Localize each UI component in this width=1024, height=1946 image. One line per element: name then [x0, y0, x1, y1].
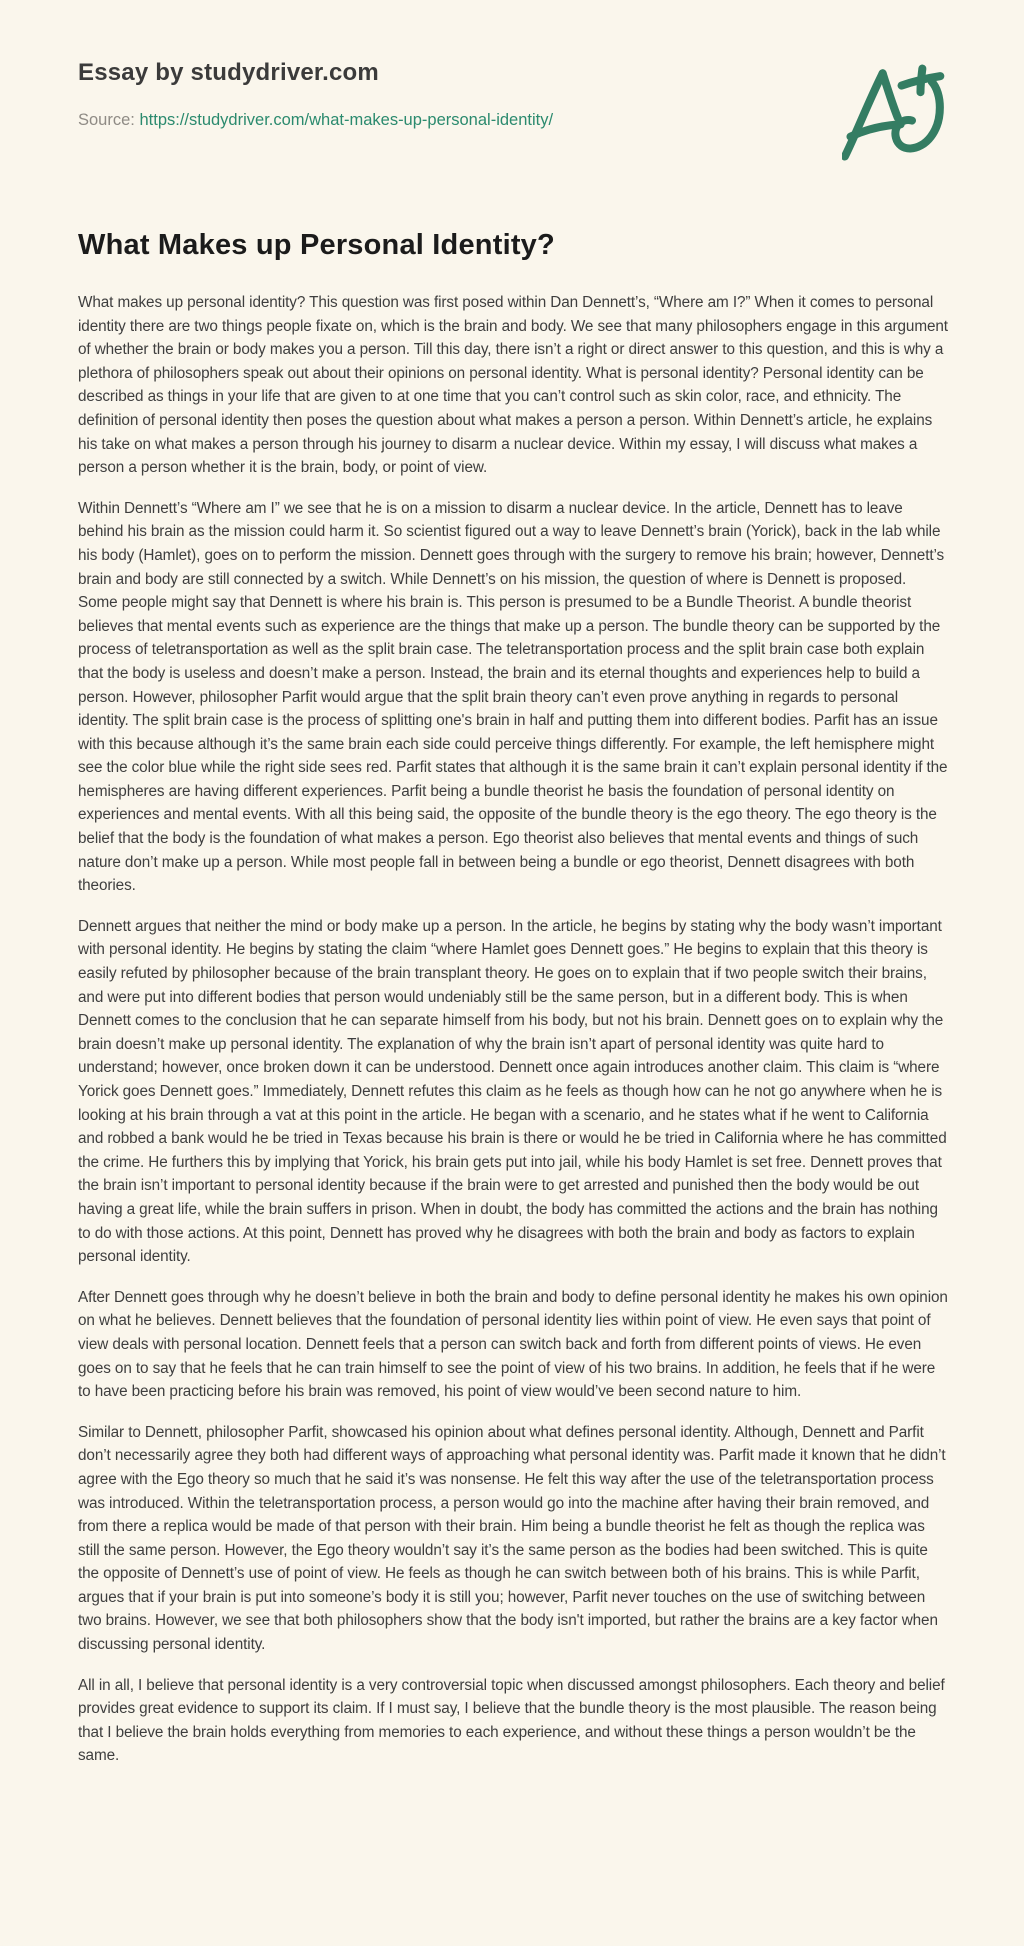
essay-paragraph-6: All in all, I believe that personal identity is a very controversial topic when discussed amongst philosophers. Each theory and belief provides great evidence to support its claim. If I must say, I believe that the bundle theory is the most plausible. The reason being that I believe the brain holds everything from memories to each experience, and without these things a person wouldn’t be the same.: [78, 1676, 945, 1765]
essay-title: What Makes up Personal Identity?: [78, 229, 555, 261]
source-line: [78, 111, 946, 130]
essay-text: [78, 291, 948, 1768]
essay-paragraph-4: After Dennett goes through why he doesn’t believe in both the brain and body to define personal identity he makes his own opinion on what he believes. Dennett believes that the foundation of personal identity lies within point of view. He even says that point of view deals with personal location. Dennett feels that a person can switch back and forth from different points of views. He even goes on to say that he feels that he can train himself to see the point of view of his two brains. In addition, he feels that if he were to have been practicing before his brain was removed, his point of view would’ve been second nature to him.: [78, 1288, 948, 1401]
a-plus-logo-icon: [842, 63, 946, 163]
source-label: Source:: [78, 111, 135, 129]
essay-body: [78, 229, 946, 1768]
essay-paragraph-2: Within Dennett’s “Where am I” we see that he is on a mission to disarm a nuclear device. In the article, Dennett has to leave behind his brain as the mission could harm it. So scientist figured out a way to leave Dennett’s brain (Yorick), back in the lab while his body (Hamlet), goes on to perform the mission. Dennett goes through with the surgery to remove his brain; however, Dennett’s brain and body are still connected by a switch. While Dennett’s on his mission, the question of where is Dennett is proposed. Some people might say that Dennett is where his brain is. This person is presumed to be a Bundle Theorist. A bundle theorist believes that mental events such as experience are the things that make up a person. The bundle theory can be supported by the process of teletransportation as well as the split brain case. The teletransportation process and the split brain case both explain that the body is useless and doesn’t make a person. Instead, the brain and its eternal thoughts and experiences help to build a person. However, philosopher Parfit would argue that the split brain theory can’t even prove anything in regards to personal identity. The split brain case is the process of splitting one's brain in half and putting them into different bodies. Parfit has an issue with this because although it’s the same brain each side could perceive things differently. For example, the left hemisphere might see the color blue while the right side sees red. Parfit states that although it is the same brain it can’t explain personal identity if the hemispheres are having different experiences. Parfit being a bundle theorist he basis the foundation of personal identity on experiences and mental events. With all this being said, the opposite of the bundle theory is the ego theory. The ego theory is the belief that the body is the foundation of what makes a person. Ego theorist also believes that mental events and things of such nature don’t make up a person. While most people fall in between being a bundle or ego theorist, Dennett disagrees with both theories.: [78, 499, 948, 895]
essay-paragraph-1: What makes up personal identity? This question was first posed within Dan Dennett’s, “Where am I?” When it comes to personal identity there are two things people fixate on, which is the brain and body. We see that many philosophers engage in this argument of whether the brain or body makes you a person. Till this day, there isn’t a right or direct answer to this question, and this is why a plethora of philosophers speak out about their opinions on personal identity. What is personal identity? Personal identity can be described as things in your life that are given to at one time that you can’t control such as skin color, race, and ethnicity. The definition of personal identity then poses the question about what makes a person a person. Within Dennett’s article, he explains his take on what makes a person through his journey to disarm a nuclear device. Within my essay, I will discuss what makes a person a person whether it is the brain, body, or point of view.: [78, 294, 948, 477]
essay-paragraph-5: Similar to Dennett, philosopher Parfit, showcased his opinion about what defines personal identity. Although, Dennett and Parfit don’t necessarily agree they both had different ways of approaching what personal identity was. Parfit made it known that he didn’t agree with the Ego theory so much that he said it’s was nonsense. He felt this way after the use of the teletransportation process was introduced. Within the teletransportation process, a person would go into the machine after having their brain removed, and from there a replica would be made of that person with their brain. Him being a bundle theorist he felt as though the replica was still the same person. However, the Ego theory wouldn’t say it’s the same person as the bodies had been switched. This is quite the opposite of Dennett’s use of point of view. He feels as though he can switch between both of his brains. This is while Parfit, argues that if your brain is put into someone’s body it is still you; however, Parfit never touches on the use of switching between two brains. However, we see that both philosophers show that the body isn't imported, but rather the brains are a key factor when discussing personal identity.: [78, 1423, 946, 1654]
page-header: [78, 59, 946, 130]
essay-byline: Essay by studydriver.com: [78, 59, 379, 86]
source-link[interactable]: https://studydriver.com/what-makes-up-personal-identity/: [139, 111, 554, 129]
essay-paragraph-3: Dennett argues that neither the mind or body make up a person. In the article, he begins by stating why the body wasn’t important with personal identity. He begins by stating the claim “where Hamlet goes Dennett goes.” He begins to explain that this theory is easily refuted by philosopher because of the brain transplant theory. He goes on to explain that if two people switch their brains, and were put into different bodies that person would undeniably still be the same person, but in a different body. This is when Dennett comes to the conclusion that he can separate himself from his body, but not his brain. Dennett goes on to explain why the brain doesn’t make up personal identity. The explanation of why the brain isn’t apart of personal identity was quite hard to understand; however, once broken down it can be understood. Dennett once again introduces another claim. This claim is “where Yorick goes Dennett goes.” Immediately, Dennett refutes this claim as he feels as though how can he not go anywhere when he is looking at his brain through a vat at this point in the article. He began with a scenario, and he states what if he went to California and robbed a bank would he be tried in Texas because his brain is there or would he be tried in California where he has committed the crime. He furthers this by implying that Yorick, his brain gets put into jail, while his body Hamlet is set free. Dennett proves that the brain isn’t important to personal identity because if the brain were to get arrested and punished then the body would be out having a great life, while the brain suffers in prison. When in doubt, the body has committed the actions and the brain has nothing to do with those actions. At this point, Dennett has proved why he disagrees with both the brain and body as factors to explain personal identity.: [78, 917, 947, 1266]
